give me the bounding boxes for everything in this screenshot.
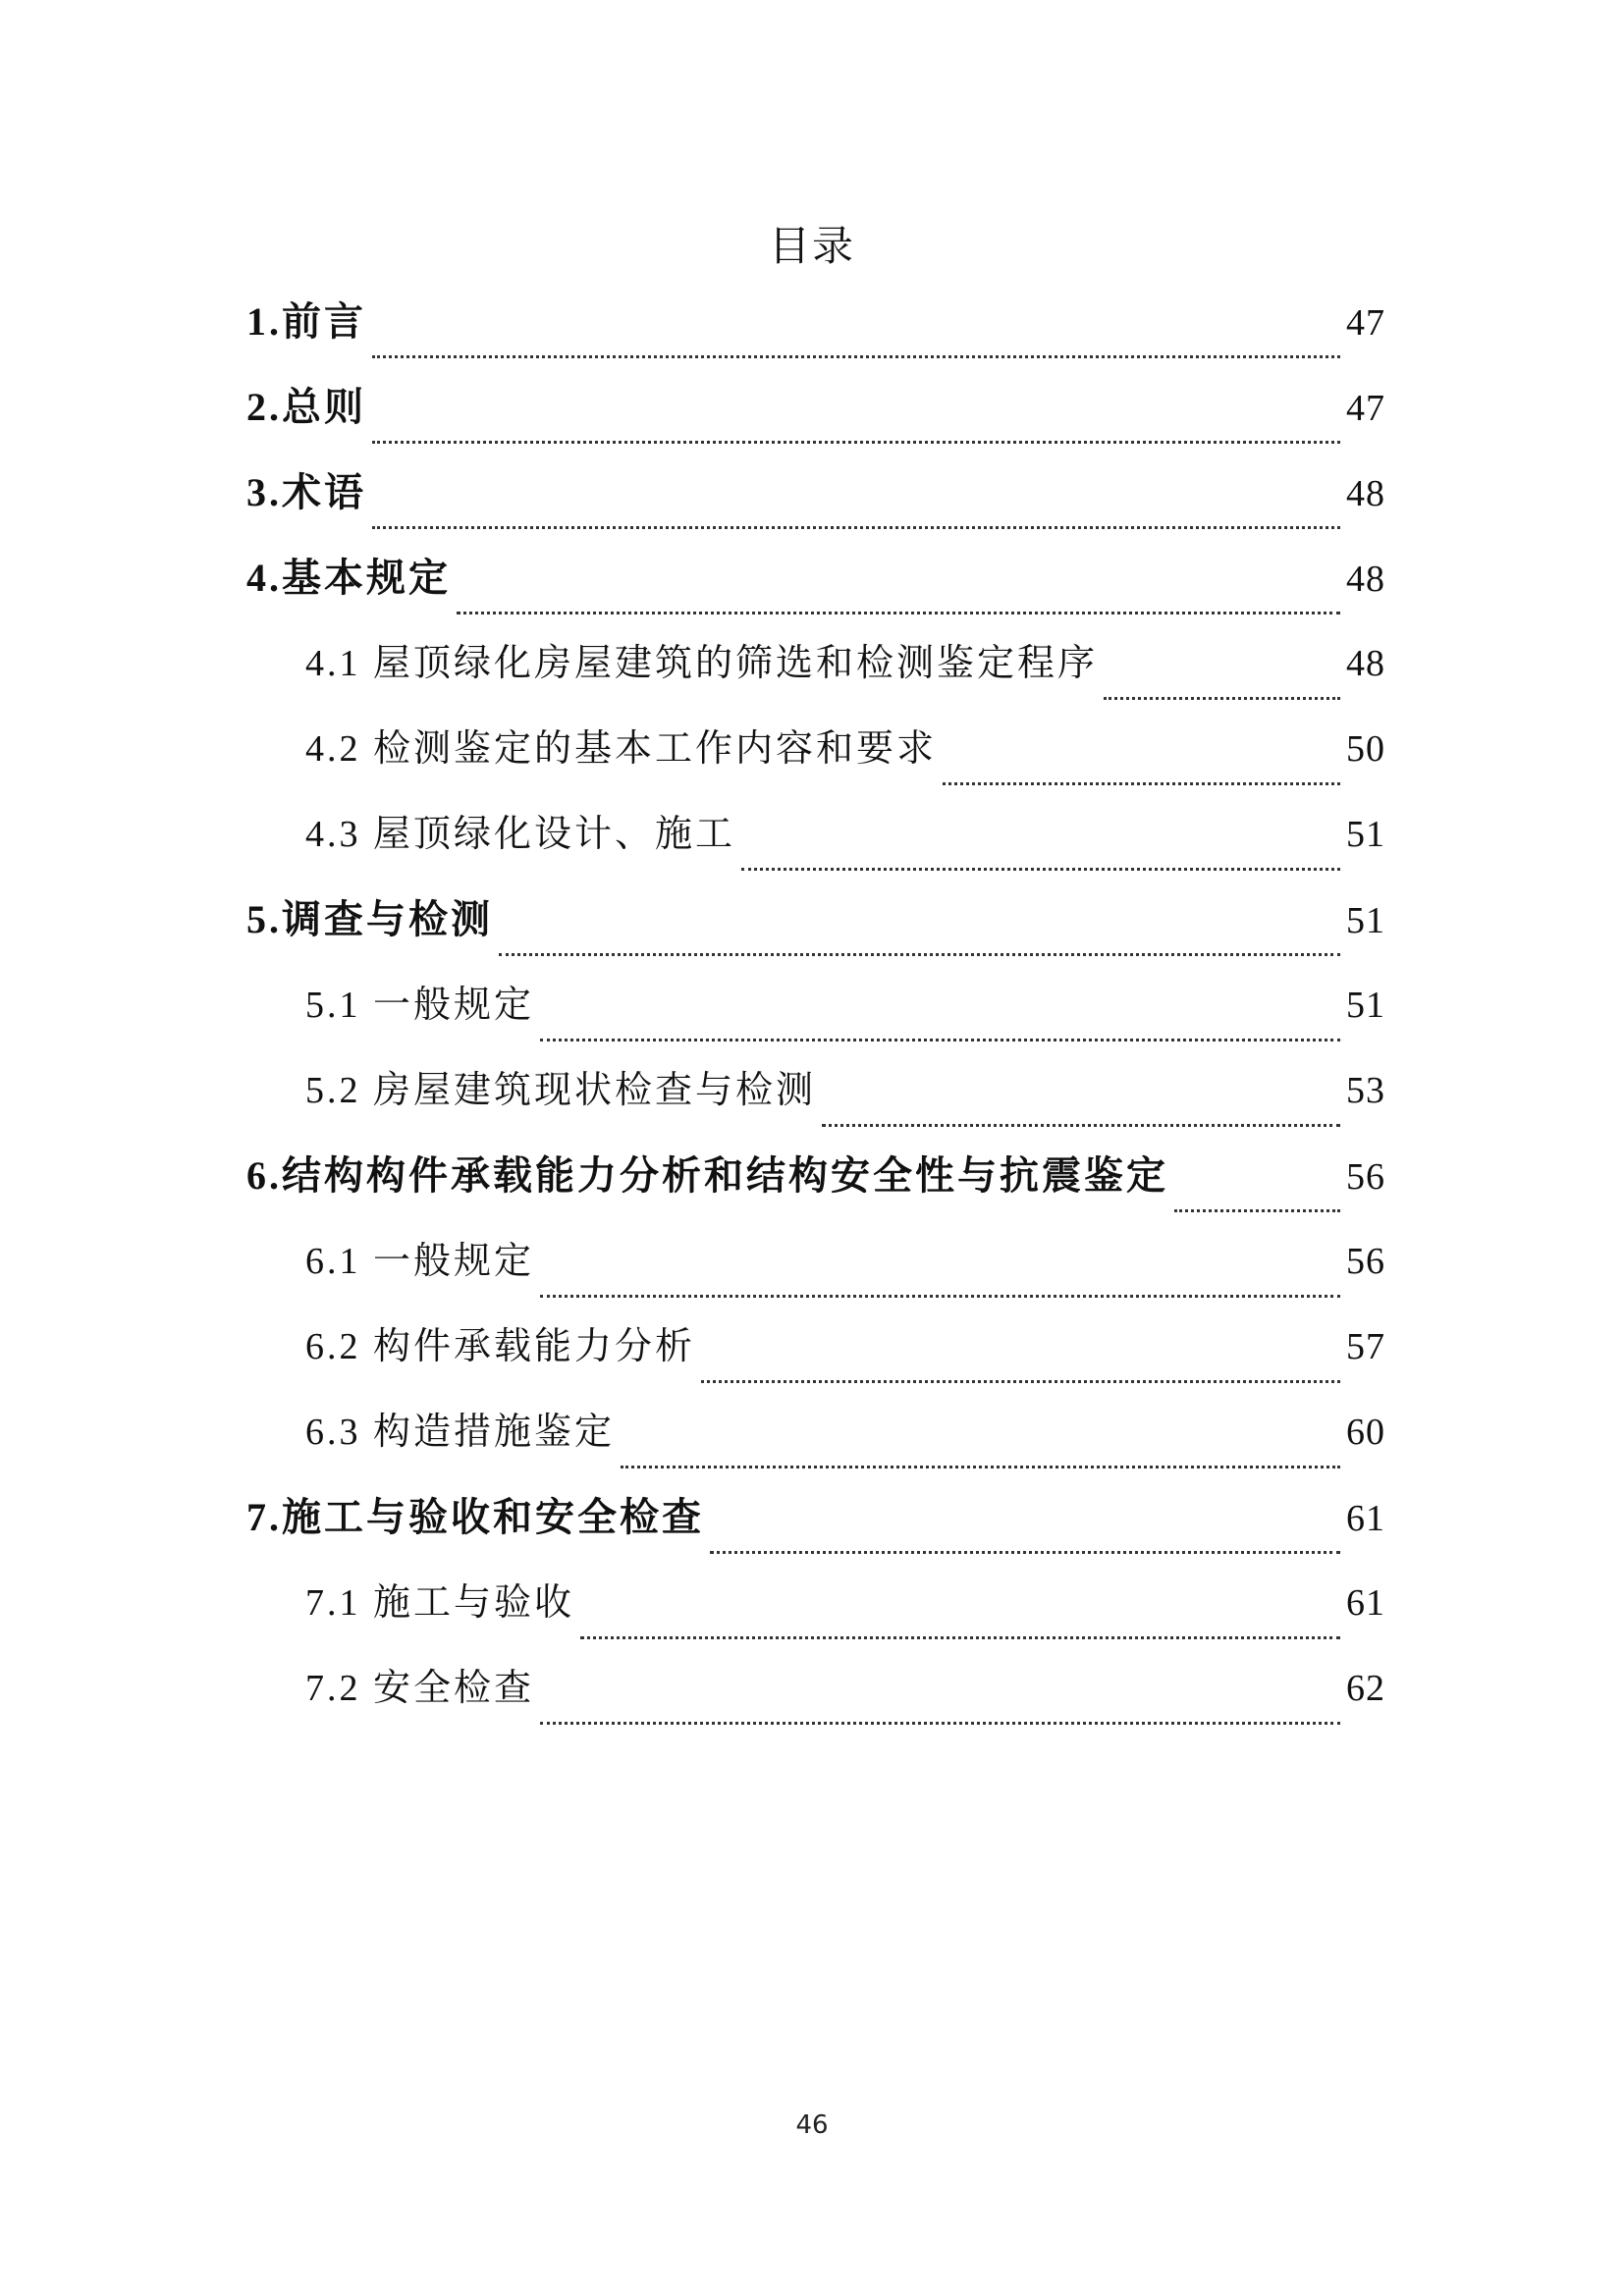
toc-subentry[interactable] bbox=[246, 803, 1385, 888]
dot-leader bbox=[499, 953, 1340, 956]
dot-leader bbox=[741, 868, 1340, 871]
toc-entry[interactable] bbox=[246, 1145, 1385, 1230]
toc-subentry[interactable] bbox=[246, 1315, 1385, 1401]
toc-subentry[interactable] bbox=[246, 1657, 1385, 1742]
toc-entry-page: 60 bbox=[1346, 1412, 1385, 1453]
toc-entry-label: 5.调查与检测 bbox=[246, 897, 493, 941]
dot-leader bbox=[822, 1124, 1340, 1127]
toc-subentry[interactable] bbox=[246, 1230, 1385, 1315]
toc-entry-page: 53 bbox=[1346, 1070, 1385, 1111]
toc-entry-label: 7.2 安全检查 bbox=[305, 1668, 535, 1709]
toc-entry-page: 61 bbox=[1346, 1582, 1385, 1624]
dot-leader bbox=[1174, 1209, 1340, 1212]
toc-subentry[interactable] bbox=[246, 1059, 1385, 1145]
toc-subentry[interactable] bbox=[246, 632, 1385, 718]
toc-subentry[interactable] bbox=[246, 1572, 1385, 1657]
toc-entry-label: 7.施工与验收和安全检查 bbox=[246, 1495, 704, 1539]
toc-entry-page: 47 bbox=[1346, 302, 1385, 344]
toc-entry-page: 48 bbox=[1346, 473, 1385, 514]
dot-leader bbox=[1104, 697, 1340, 700]
page-number: 46 bbox=[795, 2110, 829, 2140]
toc-entry-page: 51 bbox=[1346, 985, 1385, 1026]
toc-entry-label: 6.2 构件承载能力分析 bbox=[305, 1326, 696, 1367]
toc-entry-label: 5.1 一般规定 bbox=[305, 985, 535, 1026]
dot-leader bbox=[540, 1722, 1340, 1725]
toc-entry-page: 56 bbox=[1346, 1241, 1385, 1282]
toc-entry-page: 61 bbox=[1346, 1498, 1385, 1539]
toc-entry-label: 6.3 构造措施鉴定 bbox=[305, 1412, 616, 1453]
dot-leader bbox=[540, 1295, 1340, 1298]
toc-entry-page: 56 bbox=[1346, 1156, 1385, 1198]
toc-entry-label: 6.结构构件承载能力分析和结构安全性与抗震鉴定 bbox=[246, 1153, 1168, 1198]
dot-leader bbox=[372, 441, 1340, 444]
toc-entry-page: 48 bbox=[1346, 559, 1385, 600]
toc-title: 目录 bbox=[768, 222, 855, 270]
toc-entry-label: 2.总则 bbox=[246, 385, 366, 429]
toc-entry-page: 48 bbox=[1346, 643, 1385, 684]
dot-leader bbox=[540, 1039, 1340, 1041]
dot-leader bbox=[701, 1380, 1340, 1383]
toc-entry-label: 4.3 屋顶绿化设计、施工 bbox=[305, 814, 736, 855]
toc-entry-page: 47 bbox=[1346, 388, 1385, 429]
toc-entry[interactable] bbox=[246, 461, 1385, 547]
toc-entry-page: 51 bbox=[1346, 814, 1385, 855]
toc-entry-page: 50 bbox=[1346, 728, 1385, 770]
dot-leader bbox=[710, 1551, 1340, 1554]
toc-entry-label: 6.1 一般规定 bbox=[305, 1241, 535, 1282]
toc-entry[interactable] bbox=[246, 888, 1385, 974]
toc-entry-page: 62 bbox=[1346, 1668, 1385, 1709]
toc-entry-label: 4.1 屋顶绿化房屋建筑的筛选和检测鉴定程序 bbox=[305, 643, 1099, 684]
dot-leader bbox=[372, 355, 1340, 358]
toc-subentry[interactable] bbox=[246, 718, 1385, 803]
dot-leader bbox=[621, 1466, 1340, 1468]
toc-entry[interactable] bbox=[246, 1486, 1385, 1572]
toc-entry-page: 57 bbox=[1346, 1326, 1385, 1367]
toc-entry-label: 1.前言 bbox=[246, 299, 366, 344]
toc-entry-label: 3.术语 bbox=[246, 470, 366, 514]
toc-entry[interactable] bbox=[246, 547, 1385, 632]
toc-entry-page: 51 bbox=[1346, 900, 1385, 941]
toc-entry[interactable] bbox=[246, 376, 1385, 461]
toc-entry-label: 7.1 施工与验收 bbox=[305, 1582, 575, 1624]
toc-subentry[interactable] bbox=[246, 1401, 1385, 1486]
toc-entry-label: 5.2 房屋建筑现状检查与检测 bbox=[305, 1070, 817, 1111]
toc-entry[interactable] bbox=[246, 291, 1385, 376]
dot-leader bbox=[580, 1636, 1340, 1639]
toc-entry-label: 4.2 检测鉴定的基本工作内容和要求 bbox=[305, 728, 938, 770]
table-of-contents bbox=[246, 291, 1385, 1742]
dot-leader bbox=[457, 612, 1340, 614]
toc-entry-label: 4.基本规定 bbox=[246, 556, 451, 600]
dot-leader bbox=[943, 782, 1340, 785]
toc-subentry[interactable] bbox=[246, 974, 1385, 1059]
dot-leader bbox=[372, 526, 1340, 529]
